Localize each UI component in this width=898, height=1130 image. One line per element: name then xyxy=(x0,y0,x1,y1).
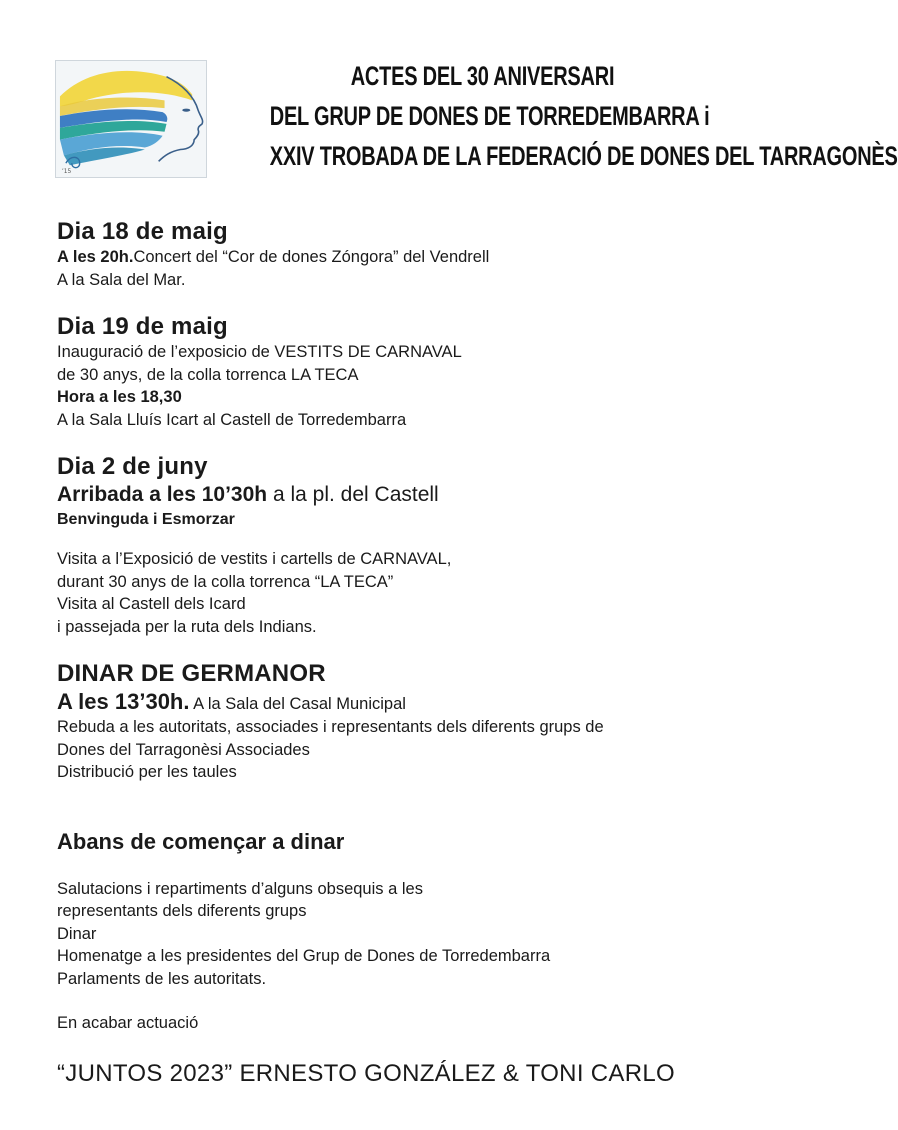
woman-profile-sea-logo xyxy=(55,60,207,178)
visit-line-3: Visita al Castell dels Icard xyxy=(57,595,246,613)
dinner-section xyxy=(57,660,777,784)
dinner-heading: DINAR DE GERMANOR xyxy=(57,660,326,687)
before-dinner-section xyxy=(57,828,777,991)
before-line-2: representants dels diferents grups xyxy=(57,902,307,920)
day-19-may-section xyxy=(57,313,777,431)
svg-text:’15: ’15 xyxy=(61,169,72,176)
day-2-june-section xyxy=(57,453,777,638)
before-line-1: Salutacions i repartiments d’alguns obsequis a les xyxy=(57,879,423,898)
day-18-may-section xyxy=(57,218,777,291)
welcome-line: Benvinguda i Esmorzar xyxy=(57,511,235,528)
closing-intro: En acabar actuació xyxy=(57,1014,199,1032)
visit-line-4: i passejada per la ruta dels Indians. xyxy=(57,617,317,636)
exhibition-place: A la Sala Lluís Icart al Castell de Torredembarra xyxy=(57,410,407,429)
day-heading: Dia 19 de maig xyxy=(57,313,228,340)
visit-line-2: durant 30 anys de la colla torrenca “LA TECA” xyxy=(57,572,394,591)
concert-line xyxy=(57,246,777,269)
day-heading: Dia 2 de juny xyxy=(57,453,208,480)
document-title xyxy=(195,56,898,176)
arrival-place: a la pl. del Castell xyxy=(267,483,439,506)
concert-desc: Concert del “Cor de dones Zóngora” del Vendrell xyxy=(133,248,490,266)
woman-profile-sea-icon xyxy=(56,61,206,177)
before-line-5: Parlaments de les autoritats. xyxy=(57,969,267,988)
arrival-time: Arribada a les 10’30h xyxy=(57,483,268,506)
before-dinner-heading: Abans de començar a dinar xyxy=(57,828,345,854)
visit-line-1: Visita a l’Exposició de vestits i cartells de CARNAVAL, xyxy=(57,550,452,568)
title-line-1: ACTES DEL 30 ANIVERSARI xyxy=(350,61,615,91)
arrival-line xyxy=(57,481,777,509)
before-line-4: Homenatge a les presidentes del Grup de Dones de Torredembarra xyxy=(57,947,551,965)
dinner-time: A les 13’30h. xyxy=(57,689,190,714)
exhibition-line-1: Inauguració de l’exposicio de VESTITS DE CARNAVAL xyxy=(57,343,462,361)
exhibition-line-2: de 30 anys, de la colla torrenca LA TECA xyxy=(57,365,359,384)
concert-place: A la Sala del Mar. xyxy=(57,270,186,289)
title-line-3: XXIV TROBADA DE LA FEDERACIÓ DE DONES DEL TARRAGONÈS xyxy=(269,141,898,171)
dinner-line-2: Dones del Tarragonèsi Associades xyxy=(57,740,310,759)
dinner-line-3: Distribució per les taules xyxy=(57,763,237,781)
dinner-place: A la Sala del Casal Municipal xyxy=(189,695,406,713)
closing-section xyxy=(57,1012,777,1089)
program-content xyxy=(57,218,777,1113)
exhibition-hour: Hora a les 18,30 xyxy=(57,388,182,406)
title-line-2: DEL GRUP DE DONES DE TORREDEMBARRA i xyxy=(269,101,710,131)
before-line-3: Dinar xyxy=(57,924,97,943)
day-heading: Dia 18 de maig xyxy=(57,218,228,245)
closing-performance: “JUNTOS 2023” ERNESTO GONZÁLEZ & TONI CARLO xyxy=(57,1059,675,1087)
dinner-line-1: Rebuda a les autoritats, associades i representants dels diferents grups de xyxy=(57,718,604,736)
concert-time: A les 20h. xyxy=(57,248,134,266)
dinner-time-line xyxy=(57,688,777,716)
